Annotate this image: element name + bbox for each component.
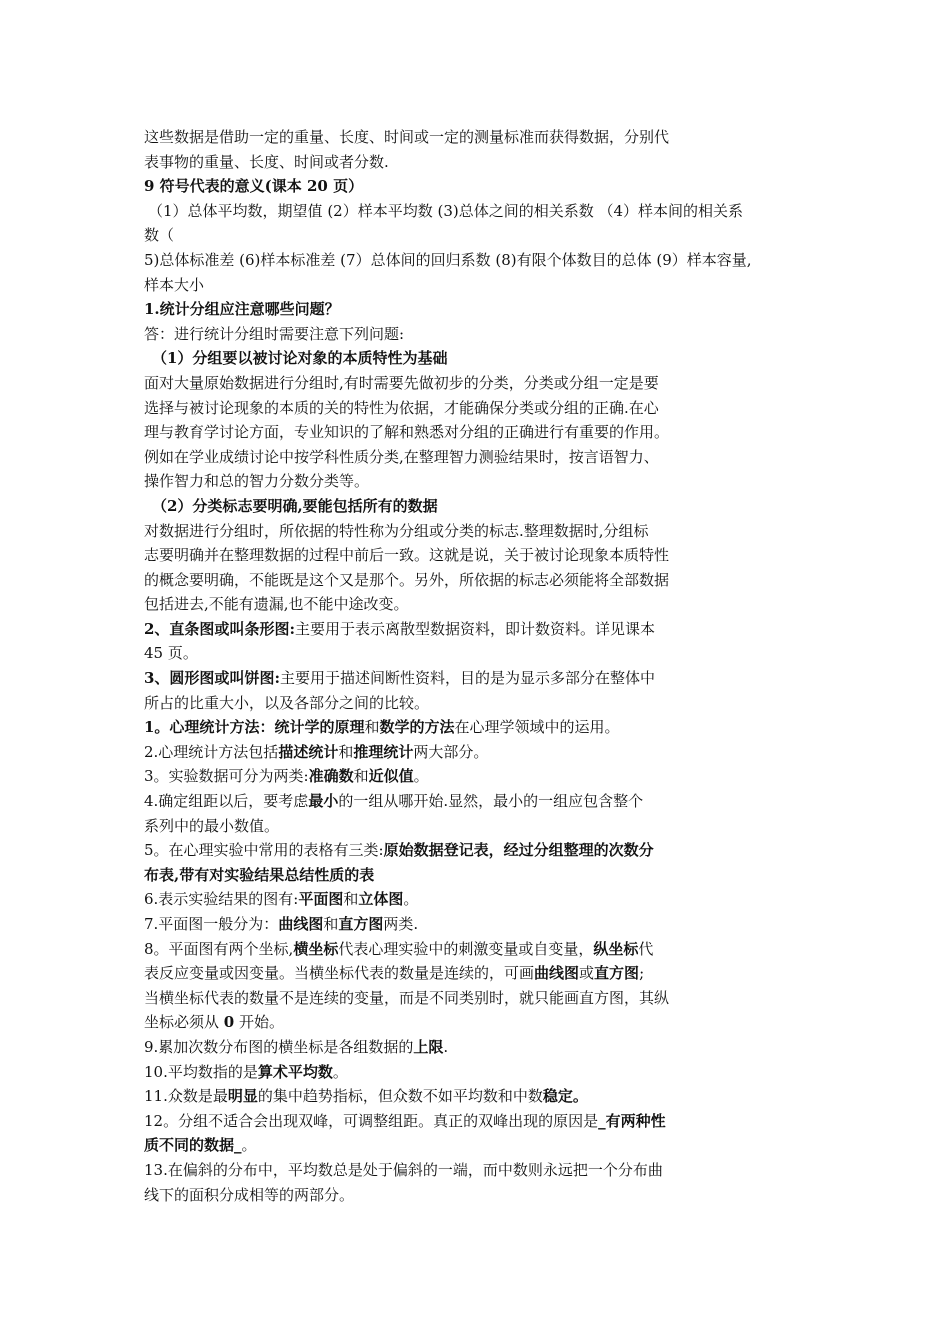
text-run: 这些数据是借助一定的重量、长度、时间或一定的测量标准而获得数据，分别代 [144,128,670,146]
bold-text: 近似值 [368,767,414,786]
text-line [144,887,824,912]
text-line [144,445,824,470]
bold-text: 明显 [227,1087,258,1106]
text-run: 或 [579,964,595,983]
text-run: 在心理学领域中的运用。 [454,718,620,737]
bold-text: 原始数据登记表，经过分组整理的次数分 [383,841,654,860]
text-line [144,273,824,298]
bold-text: 推理统计 [353,742,414,761]
bold-text: 最小 [308,792,339,811]
text-run: 表事物的重量、长度、时间或者分数. [144,152,389,171]
text-line [144,641,824,666]
text-line [144,814,824,839]
bold-text: 稳定。 [542,1087,588,1106]
bold-text: 上限 [413,1037,444,1056]
bold-text: 布表,带有对实验结果总结性质的表 [144,865,375,884]
text-run: 和 [343,890,359,909]
text-run: 6.表示实验结果的图有: [144,890,299,909]
text-line [144,1183,824,1208]
text-line [144,1109,824,1134]
text-line [144,838,824,863]
text-line [144,519,824,544]
text-line [144,1035,824,1060]
text-run: 对数据进行分组时，所依据的特性称为分组或分类的标志.整理数据时,分组标 [144,521,649,540]
text-run: 所占的比重大小，以及各部分之间的比较。 [144,693,430,712]
text-line [144,469,824,494]
bold-text: 算术平均数 [257,1062,333,1081]
text-line [144,1060,824,1085]
text-run: 和 [364,718,380,737]
bold-text: 描述统计 [278,742,339,761]
text-line [144,297,824,322]
text-run: 的集中趋势指标，但众数不如平均数和中数 [257,1087,543,1106]
text-line [144,371,824,396]
bold-text: 0 [223,1013,235,1032]
document-body [144,125,824,1207]
text-run: 代 [638,939,654,958]
text-line [144,125,824,150]
bold-text: 立体图 [358,890,404,909]
text-line [144,986,824,1011]
text-run: 两大部分。 [413,742,489,761]
bold-text: 3、圆形图或叫饼图: [144,669,280,688]
bold-text: 横坐标 [293,939,339,958]
text-run: 表反应变量或因变量。当横坐标代表的数量是连续的，可画 [144,964,535,983]
text-run: 开始。 [234,1013,284,1032]
text-run: 坐标必须从 [144,1013,224,1032]
text-run: 理与教育学讨论方面，专业知识的了解和熟悉对分组的正确进行有重要的作用。 [144,423,670,442]
text-line [144,691,824,716]
text-line [144,961,824,986]
text-run: ; [639,964,645,983]
text-run: 面对大量原始数据进行分组时,有时需要先做初步的分类，分类或分组一定是要 [144,373,659,392]
text-run: 和 [353,767,369,786]
bold-text: （1）分组要以被讨论对象的本质特性为基础 [152,349,448,368]
text-line [144,789,824,814]
text-run: 样本大小 [144,275,205,294]
text-run: 志要明确并在整理数据的过程中前后一致。这就是说，关于被讨论现象本质特性 [144,546,670,565]
bold-text: 2、直条图或叫条形图: [144,619,295,638]
text-run: 线下的面积分成相等的两部分。 [144,1185,355,1204]
text-line [144,322,824,347]
text-run: 4.确定组距以后，要考虑 [144,792,309,811]
text-line [144,150,824,175]
text-run: 答：进行统计分组时需要注意下列问题: [144,324,405,343]
text-line [144,174,824,199]
text-line [144,1158,824,1183]
text-run: 。 [241,1136,257,1155]
text-line [144,863,824,888]
text-line [144,912,824,937]
text-run: 7.平面图一般分为： [144,915,279,933]
text-run: 系列中的最小数值。 [144,816,280,835]
text-line [144,1133,824,1158]
text-run: 的一组从哪开始.显然，最小的一组应包含整个 [338,792,644,811]
bold-text: 平面图 [298,890,344,909]
text-run: 主要用于表示离散型数据资料，即计数资料。详见课本 [294,619,655,638]
text-run: 主要用于描述间断性资料，目的是为显示多部分在整体中 [279,669,655,688]
bold-text: 曲线图 [534,964,580,983]
text-line [144,1010,824,1035]
text-run: 数（ [144,226,175,245]
text-run: 13.在偏斜的分布中，平均数总是处于偏斜的一端，而中数则永远把一个分布曲 [144,1160,663,1179]
text-run: 11.众数是最 [144,1087,228,1106]
bold-text: 直方图 [594,964,640,983]
text-run: 包括进去,不能有遗漏,也不能中途改变。 [144,595,409,614]
text-run: 代表心理实验中的刺激变量或自变量， [338,939,594,958]
text-run: 。 [413,767,429,786]
text-run: 。 [403,890,419,909]
text-run: 12。分组不适合会出现双峰，可调整组距。真正的双峰出现的原因是 [144,1111,599,1130]
text-run: 和 [323,915,339,933]
text-run: 3。实验数据可分为两类: [144,767,309,786]
text-run: 例如在学业成绩讨论中按学科性质分类,在整理智力测验结果时，按言语智力、 [144,447,659,466]
text-run: . [443,1037,449,1056]
text-line [144,617,824,642]
text-line [144,543,824,568]
text-line [144,494,824,519]
text-run: 选择与被讨论现象的本质的关的特性为依据，才能确保分类或分组的正确.在心 [144,398,659,417]
bold-text: 1。心理统计方法：统计学的原理 [144,718,365,737]
text-run: 。 [332,1062,348,1081]
text-line [144,199,824,224]
text-line [144,223,824,248]
text-line [144,346,824,371]
text-line [144,740,824,765]
text-line [144,396,824,421]
text-line [144,666,824,691]
text-run: 操作智力和总的智力分数分类等。 [144,472,370,491]
bold-text: 直方图 [338,915,384,933]
text-run: 8。平面图有两个坐标, [144,939,294,958]
bold-text: （2）分类标志要明确,要能包括所有的数据 [152,496,438,515]
bold-text: 纵坐标 [593,939,639,958]
text-run: 的概念要明确，不能既是这个又是那个。另外，所依据的标志必须能将全部数据 [144,570,670,589]
text-run: （1）总体平均数，期望值 (2）样本平均数 (3)总体之间的相关系数 （4）样本间的相关系 [148,201,744,220]
text-line [144,1084,824,1109]
text-run: 两类. [383,915,419,933]
text-line [144,248,824,273]
text-run: 45 页。 [144,644,198,663]
bold-text: 准确数 [308,767,354,786]
bold-text: 质不同的数据_ [144,1136,242,1155]
text-run: 5)总体标准差 (6)样本标准差 (7）总体间的回归系数 (8)有限个体数目的总体 (9）样本容量, [144,250,752,269]
text-run: 9.累加次数分布图的横坐标是各组数据的 [144,1037,414,1056]
text-line [144,764,824,789]
bold-text: _有两种性 [598,1111,666,1130]
bold-text: 9 符号代表的意义(课本 20 页） [144,177,364,196]
text-run: 当横坐标代表的数量不是连续的变量，而是不同类别时，就只能画直方图，其纵 [144,988,670,1007]
text-line [144,937,824,962]
text-run: 5。在心理实验中常用的表格有三类: [144,841,384,860]
text-run: 和 [338,742,354,761]
text-line [144,420,824,445]
bold-text: 1.统计分组应注意哪些问题？ [144,300,340,319]
bold-text: 数学的方法 [379,718,455,737]
text-line [144,568,824,593]
text-line [144,592,824,617]
text-run: 2.心理统计方法包括 [144,742,279,761]
bold-text: 曲线图 [278,915,324,933]
text-run: 10.平均数指的是 [144,1062,258,1081]
text-line [144,715,824,740]
